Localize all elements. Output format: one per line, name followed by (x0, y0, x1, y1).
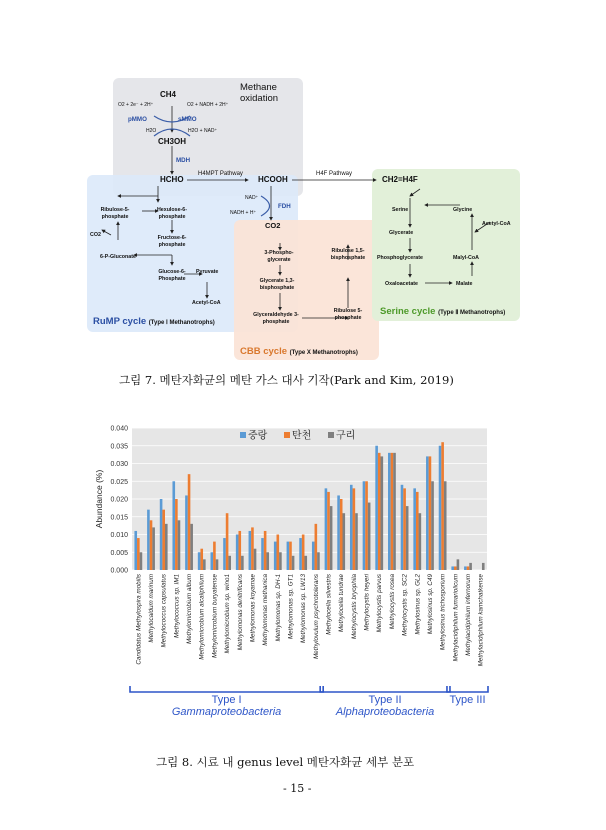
bar (426, 456, 429, 570)
bar (200, 549, 203, 570)
group-bracket (130, 686, 323, 692)
mdh-label: MDH (176, 157, 191, 164)
rump-cycle-name: RuMP cycle (93, 316, 147, 327)
bar (165, 524, 168, 570)
bar (140, 552, 143, 570)
group-type-label: Type III (449, 694, 486, 706)
bar (302, 535, 305, 571)
figure-7 (80, 70, 530, 365)
serine-cycle-name: Serine cycle (380, 306, 436, 317)
bar (287, 542, 290, 570)
bar (175, 499, 178, 570)
left-reaction: O2 + 2e⁻ + 2H⁺ (118, 102, 154, 108)
ser-malylcoa: Malyl-CoA (453, 255, 479, 261)
bar (342, 513, 345, 570)
y-tick-label: 0.025 (110, 478, 128, 486)
legend-swatch (240, 432, 246, 438)
cbb-ribulose15: Ribulose 1,5-bisphosphate (330, 248, 366, 261)
legend-swatch (328, 432, 334, 438)
bar (213, 542, 216, 570)
bar (150, 520, 153, 570)
x-category-label: Methylacidiphilum kamchatkense (477, 574, 485, 667)
ser-serine: Serine (392, 207, 409, 213)
group-type-label: Type I (211, 694, 242, 706)
bar (292, 556, 295, 570)
group-class-label: Alphaproteobacteria (335, 706, 435, 718)
bar (241, 556, 244, 570)
x-category-label: Methylomicrobium sp. wino1 (224, 574, 232, 654)
bar (211, 552, 214, 570)
bar (363, 481, 366, 570)
bar (355, 513, 358, 570)
bar (236, 535, 239, 571)
h4mpt-pathway: H4MPT Pathway (198, 171, 243, 177)
bar (482, 563, 485, 570)
bar (431, 481, 434, 570)
ser-malate: Malate (456, 281, 473, 287)
legend-swatch (284, 432, 290, 438)
bar (439, 446, 442, 570)
cbb-3pg: 3-Phospho-glycerate (264, 250, 294, 263)
bar (457, 559, 460, 570)
cbb-g3p: Glyceraldehyde 3-phosphate (253, 312, 299, 325)
rump-gluconate: 6-P-Gluconate (100, 254, 136, 260)
rump-co2: CO2 (90, 232, 101, 238)
bar (315, 524, 318, 570)
bar (391, 453, 394, 570)
ser-phosphoglycerate: Phosphoglycerate (377, 255, 423, 261)
bar (429, 456, 432, 570)
x-category-label: Methylomonas methanica (262, 574, 270, 646)
x-category-label: Methylomicrobium buryatense (211, 574, 219, 658)
cbb-cycle-name: CBB cycle (240, 346, 287, 357)
rump-ribulose5p: Ribulose-5-phosphate (100, 207, 130, 220)
y-tick-label: 0.020 (110, 496, 128, 504)
group-class-label: Gammaproteobacteria (171, 706, 282, 718)
bar (279, 552, 282, 570)
bar (413, 488, 416, 570)
bar (388, 453, 391, 570)
ser-glycerate: Glycerate (389, 230, 414, 236)
y-tick-label: 0.035 (110, 443, 128, 451)
ch3oh-label: CH3OH (158, 137, 187, 146)
bar (264, 531, 267, 570)
x-category-label: Methylosinus sp. GL2 (414, 574, 422, 635)
bar (226, 513, 229, 570)
serine-cycle-type: (Type Ⅱ Methanotrophs) (438, 310, 506, 316)
y-tick-label: 0.040 (110, 425, 128, 433)
bar (419, 513, 422, 570)
bar (185, 495, 188, 570)
bar (277, 535, 280, 571)
cbb-cycle-type: (Type X Methanotrophs) (289, 350, 358, 356)
x-category-label: Methylocaldum marinum (148, 574, 156, 643)
ser-oxaloacetate: Oxaloacetate (385, 281, 418, 287)
x-category-label: Methylocystis parvus (376, 574, 384, 633)
hcho-label: HCHO (160, 175, 184, 184)
x-category-label: Methylocystis rosea (388, 574, 396, 630)
x-category-label: Methylacidiphilum fumariolicum (452, 574, 460, 662)
x-category-label: Methylococcus capsulatus (160, 574, 168, 648)
bar (152, 527, 155, 570)
bar (444, 481, 447, 570)
rump-glucose6p: Glucose-6-Phosphate (158, 269, 186, 282)
bar (172, 481, 175, 570)
bar (299, 538, 302, 570)
bar (238, 531, 241, 570)
bar (223, 538, 226, 570)
bar (350, 485, 353, 570)
bar (451, 566, 454, 570)
bar (228, 556, 231, 570)
rump-cycle-label (93, 316, 215, 329)
bar (353, 488, 356, 570)
bar (325, 488, 328, 570)
y-tick-label: 0.005 (110, 549, 128, 557)
legend-label: 탄천 (292, 430, 312, 442)
cbb-bisphosphate: Glycerate 1,3-bisphosphate (259, 278, 295, 291)
bar (469, 563, 472, 570)
bar (198, 552, 201, 570)
bar (137, 538, 140, 570)
bar (368, 503, 371, 570)
y-tick-label: 0.030 (110, 461, 128, 468)
co2-center: CO2 (265, 221, 281, 230)
bar (337, 495, 340, 570)
legend-label: 중랑 (248, 430, 268, 442)
x-category-label: Methylocella silvestris (325, 574, 333, 635)
bar (312, 542, 315, 570)
bar (203, 559, 206, 570)
x-category-label: Methylocystis heyeri (363, 574, 371, 631)
bar (340, 499, 343, 570)
bar (375, 446, 378, 570)
bar (401, 485, 404, 570)
bar (378, 453, 381, 570)
bar (327, 492, 330, 570)
legend-label: 구리 (336, 430, 356, 442)
bar (147, 510, 150, 570)
bar (188, 474, 191, 570)
bar (274, 542, 277, 570)
bar (266, 552, 269, 570)
x-category-label: Methylomonas koyamae (249, 574, 257, 643)
rump-fructose6p: Fructose-6-phosphate (157, 235, 187, 248)
y-tick-label: 0.000 (110, 567, 128, 575)
bar (317, 552, 320, 570)
right-reaction: O2 + NADH + 2H⁺ (187, 102, 229, 108)
h2o-right: H2O + NAD⁺ (188, 128, 218, 134)
x-category-label: Methylocella tundrae (338, 574, 346, 633)
rump-hexulose6p: Hexulose-6-phosphate (156, 207, 188, 220)
ch2h4f-label: CH2=H4F (382, 175, 418, 184)
figure-8-caption: 그림 8. 시료 내 genus level 메탄자화균 세부 분포 (156, 755, 415, 769)
rump-cycle-type: (Type Ⅰ Methanotrophs) (148, 320, 215, 326)
rump-pyruvate: Pyruvate (196, 269, 219, 275)
genus-abundance-chart (90, 420, 500, 750)
ser-acetylcoa: Acetyl-CoA (482, 221, 511, 227)
x-category-label: Methylovulum psychrotolerans (312, 574, 320, 660)
group-bracket (447, 686, 488, 692)
y-tick-label: 0.010 (110, 532, 128, 539)
bar (441, 442, 444, 570)
y-axis-label: Abundance (%) (94, 469, 104, 529)
bar (393, 453, 396, 570)
page-number: - 15 - (283, 782, 312, 795)
figure-7-caption: 그림 7. 메탄자화균의 메탄 가스 대사 기작(Park and Kim, 2019) (119, 373, 454, 387)
nadh-label: NADH + H⁺ (230, 210, 257, 216)
bar (134, 531, 137, 570)
x-category-label: Methylacidiphilum infernorum (464, 574, 472, 656)
pmmo-label: pMMO (128, 116, 147, 123)
bar (261, 538, 264, 570)
bar (330, 506, 333, 570)
bar (365, 481, 368, 570)
ch4-label: CH4 (160, 90, 177, 99)
cbb-ribulose5p: Ribulose 5-phosphate (333, 308, 363, 321)
h4f-pathway: H4F Pathway (316, 171, 353, 177)
x-category-label: Methylosinus sp. C49 (426, 574, 434, 635)
bar (190, 524, 193, 570)
x-category-label: Methylomonas sp. GT1 (287, 574, 295, 640)
serine-cycle-label (380, 306, 505, 319)
x-category-label: Methylocystis bryophila (350, 574, 358, 640)
x-category-label: Methylomonas sp. LW13 (300, 574, 308, 644)
bar (416, 492, 419, 570)
x-category-label: Methylomicrobium alcaliphilum (198, 574, 206, 660)
x-category-label: Candidatus Methylospira mobilis (135, 574, 143, 665)
smmo-label: sMMO (178, 116, 197, 123)
hcooh-label: HCOOH (258, 175, 288, 184)
x-category-label: Methylomonas denitrificans (236, 574, 244, 651)
bar (454, 566, 457, 570)
rump-acetylcoa: Acetyl-CoA (192, 300, 221, 306)
bar (254, 549, 257, 570)
ser-glycine: Glycine (453, 207, 473, 213)
bar (304, 556, 307, 570)
cbb-cycle-label (240, 346, 358, 359)
fdh-label: FDH (278, 203, 291, 210)
bar (464, 566, 467, 570)
group-bracket (320, 686, 450, 692)
bar (162, 510, 165, 570)
bar (178, 520, 181, 570)
group-type-label: Type II (368, 694, 402, 706)
bar (406, 506, 409, 570)
h2o-left: H2O (146, 128, 157, 134)
bar (381, 456, 384, 570)
methane-title: Methane oxidation (240, 82, 279, 104)
bar (216, 559, 219, 570)
y-tick-label: 0.015 (110, 514, 128, 522)
bar (160, 499, 163, 570)
bar (403, 488, 406, 570)
x-category-label: Methylomonas sp. DH-1 (274, 574, 282, 642)
x-category-label: Methylosinus trichosporium (439, 574, 447, 651)
bar (289, 542, 292, 570)
bar (251, 527, 254, 570)
x-category-label: Methylococcus sp. IM1 (173, 574, 181, 639)
bar (249, 531, 252, 570)
x-category-label: Methylocystis sp. SC2 (401, 574, 409, 636)
nad-label: NAD⁺ (245, 195, 259, 201)
bar (467, 566, 470, 570)
x-category-label: Methylomicrobium album (186, 574, 194, 644)
